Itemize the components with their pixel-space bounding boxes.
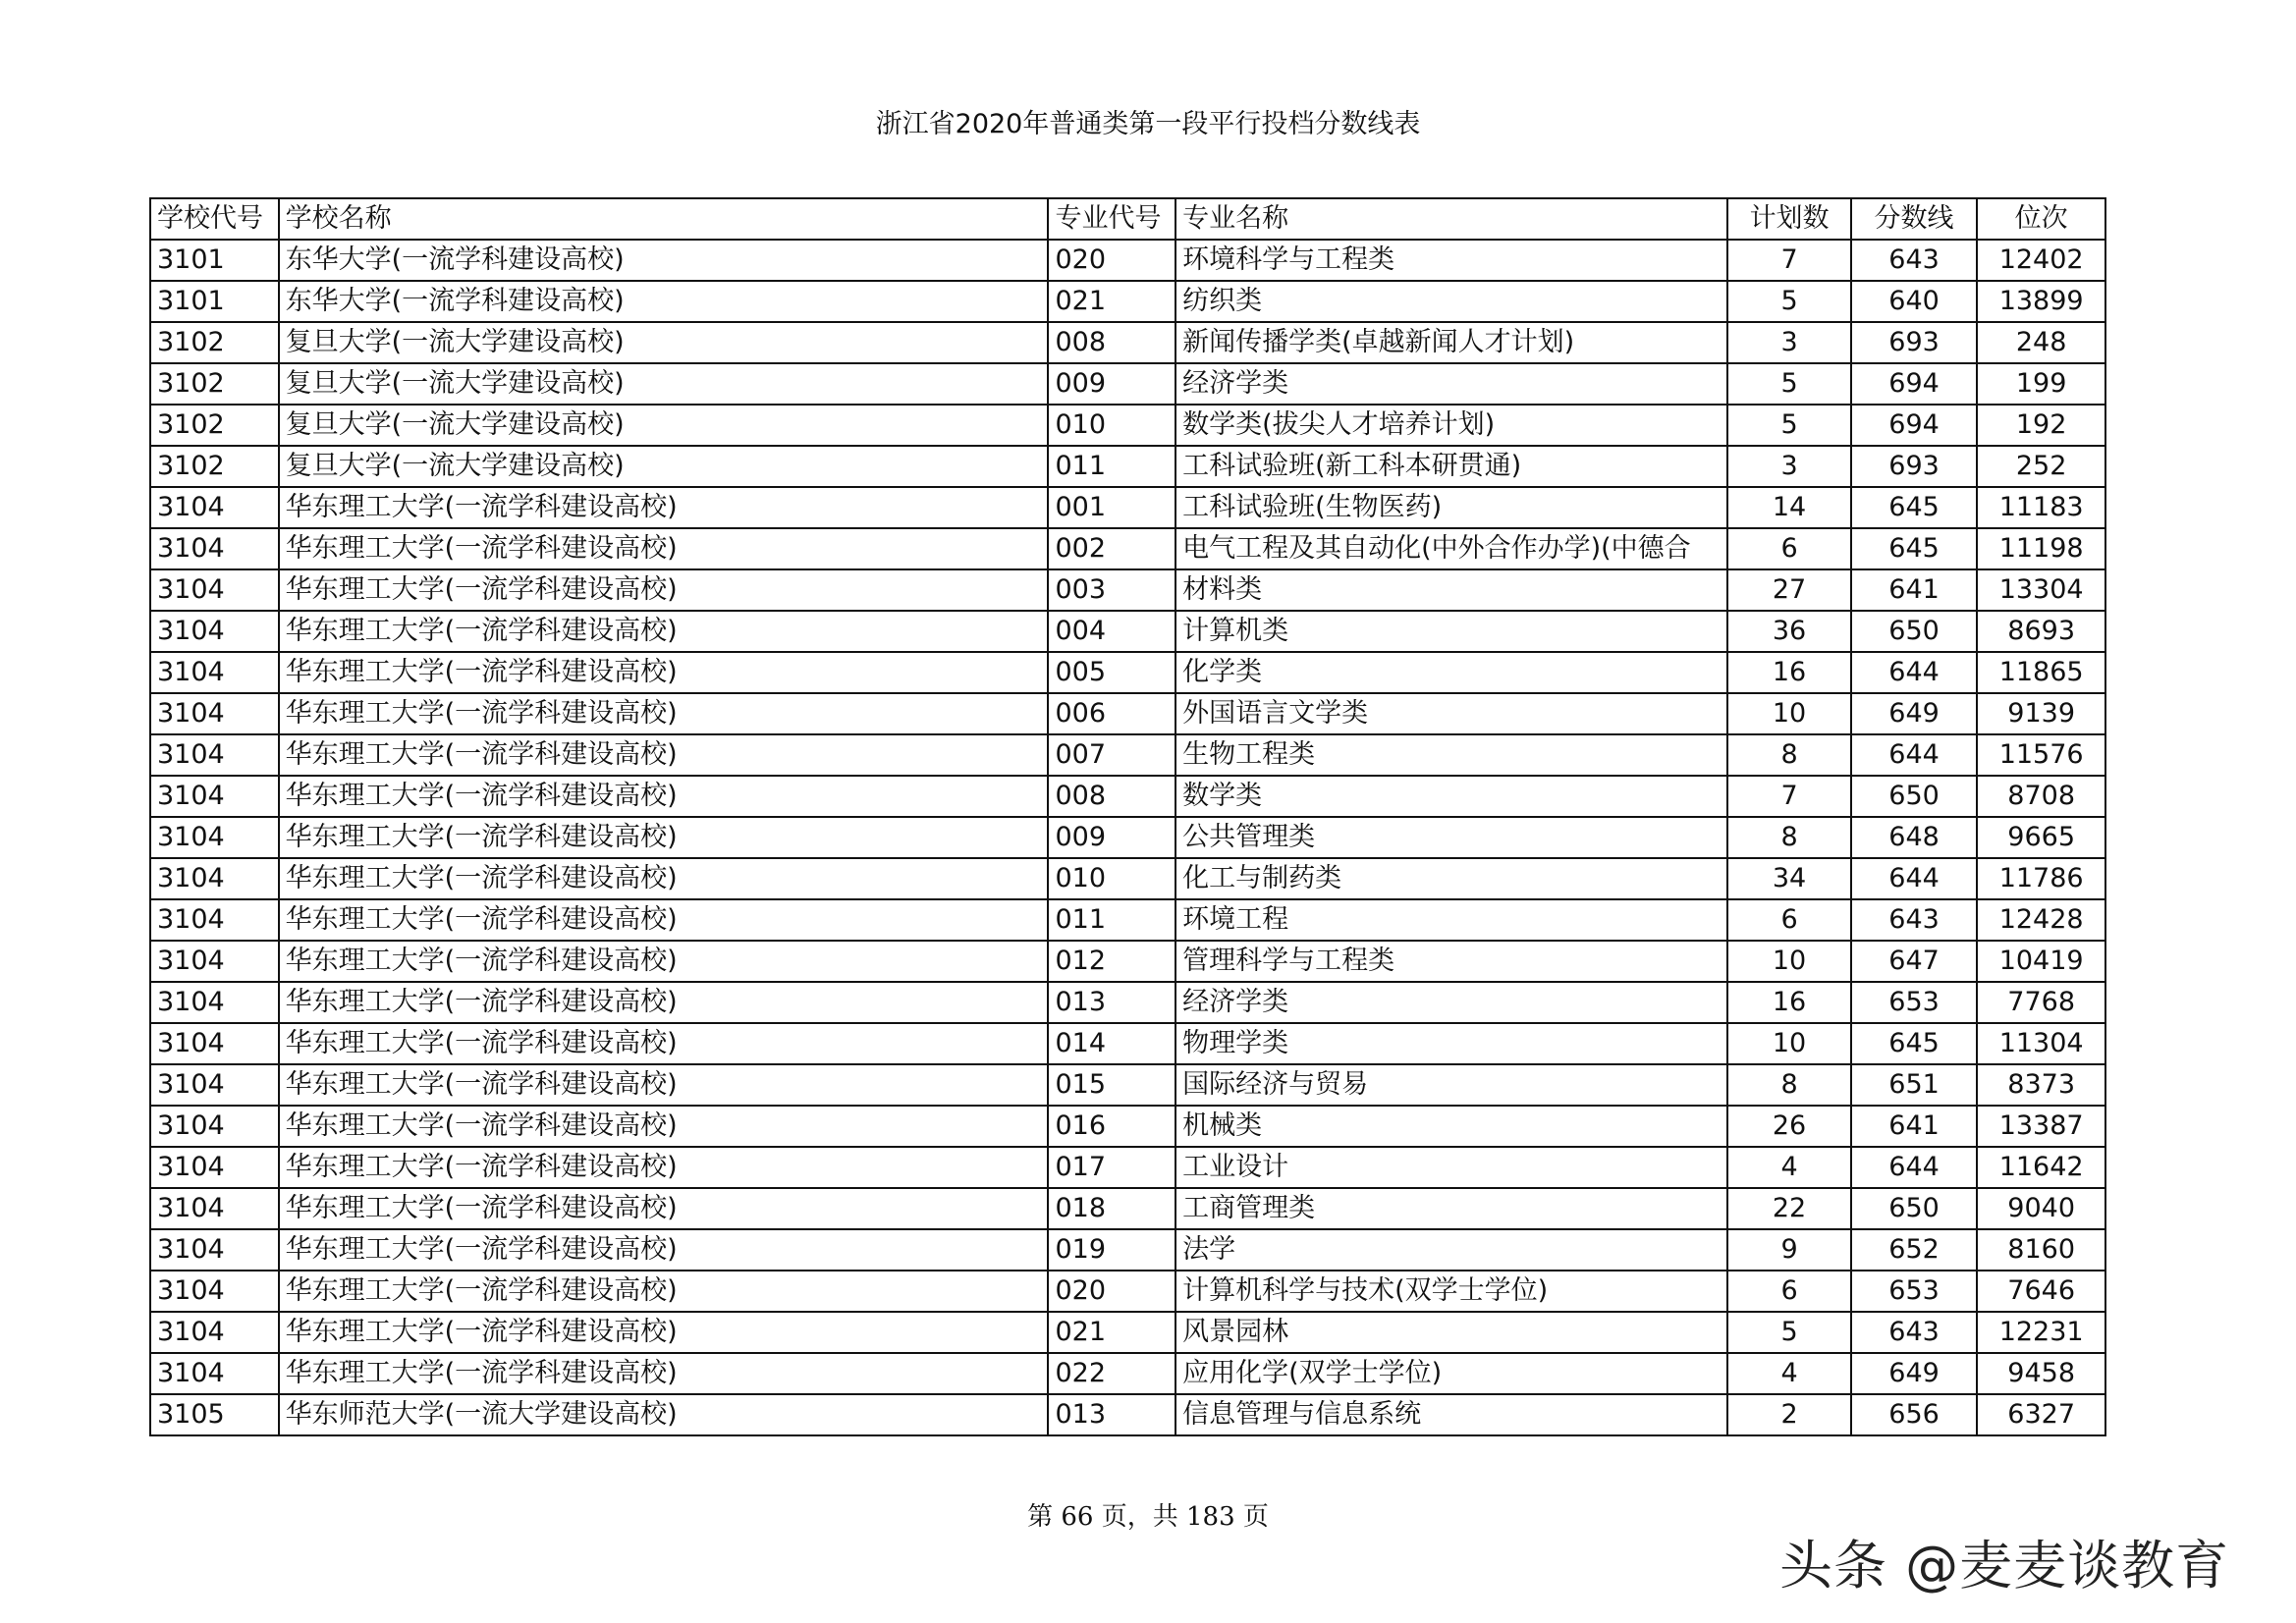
major-name-cell: 计算机类: [1175, 611, 1727, 652]
rank-cell: 13387: [1977, 1106, 2105, 1147]
rank-cell: 13899: [1977, 281, 2105, 322]
school-code-cell: 3104: [150, 858, 279, 899]
table-row: [150, 899, 2105, 941]
table-body: [150, 240, 2105, 1435]
table-row: [150, 487, 2105, 528]
rank-cell: 7768: [1977, 982, 2105, 1023]
table-row: [150, 281, 2105, 322]
rank-cell: 12428: [1977, 899, 2105, 941]
plan-count-cell: 26: [1727, 1106, 1850, 1147]
rank-cell: 9458: [1977, 1353, 2105, 1394]
score-line-cell: 648: [1851, 817, 1978, 858]
school-code-cell: 3104: [150, 899, 279, 941]
school-name-cell: 华东理工大学(一流学科建设高校): [279, 982, 1049, 1023]
school-name-cell: 华东理工大学(一流学科建设高校): [279, 1023, 1049, 1064]
table-row: [150, 858, 2105, 899]
school-code-cell: 3104: [150, 1353, 279, 1394]
major-code-cell: 009: [1048, 817, 1175, 858]
school-code-cell: 3104: [150, 528, 279, 569]
school-code-cell: 3104: [150, 941, 279, 982]
score-line-cell: 653: [1851, 982, 1978, 1023]
table-row: [150, 363, 2105, 405]
school-code-cell: 3104: [150, 1271, 279, 1312]
score-line-cell: 650: [1851, 1188, 1978, 1229]
score-line-cell: 645: [1851, 1023, 1978, 1064]
major-code-cell: 014: [1048, 1023, 1175, 1064]
major-name-cell: 经济学类: [1175, 363, 1727, 405]
plan-count-cell: 8: [1727, 734, 1850, 776]
rank-cell: 11304: [1977, 1023, 2105, 1064]
major-code-cell: 011: [1048, 899, 1175, 941]
major-name-cell: 工科试验班(新工科本研贯通): [1175, 446, 1727, 487]
page-title: 浙江省2020年普通类第一段平行投档分数线表: [875, 109, 1421, 139]
school-code-cell: 3104: [150, 1147, 279, 1188]
major-code-cell: 001: [1048, 487, 1175, 528]
score-line-cell: 644: [1851, 858, 1978, 899]
school-name-cell: 华东理工大学(一流学科建设高校): [279, 652, 1049, 693]
school-name-cell: 华东理工大学(一流学科建设高校): [279, 899, 1049, 941]
major-code-cell: 012: [1048, 941, 1175, 982]
header-rank: 位次: [1977, 198, 2105, 240]
school-name-cell: 华东理工大学(一流学科建设高校): [279, 611, 1049, 652]
plan-count-cell: 34: [1727, 858, 1850, 899]
major-name-cell: 风景园林: [1175, 1312, 1727, 1353]
header-major-name: 专业名称: [1175, 198, 1727, 240]
major-code-cell: 015: [1048, 1064, 1175, 1106]
school-code-cell: 3102: [150, 446, 279, 487]
major-code-cell: 006: [1048, 693, 1175, 734]
score-line-cell: 656: [1851, 1394, 1978, 1435]
table-row: [150, 1312, 2105, 1353]
plan-count-cell: 5: [1727, 281, 1850, 322]
score-line-cell: 644: [1851, 652, 1978, 693]
school-name-cell: 华东理工大学(一流学科建设高校): [279, 858, 1049, 899]
table-row: [150, 1271, 2105, 1312]
school-name-cell: 华东理工大学(一流学科建设高校): [279, 734, 1049, 776]
score-line-cell: 694: [1851, 363, 1978, 405]
plan-count-cell: 9: [1727, 1229, 1850, 1271]
school-code-cell: 3104: [150, 982, 279, 1023]
plan-count-cell: 3: [1727, 446, 1850, 487]
major-code-cell: 005: [1048, 652, 1175, 693]
school-code-cell: 3102: [150, 322, 279, 363]
major-name-cell: 信息管理与信息系统: [1175, 1394, 1727, 1435]
rank-cell: 11786: [1977, 858, 2105, 899]
school-name-cell: 华东理工大学(一流学科建设高校): [279, 817, 1049, 858]
rank-cell: 11198: [1977, 528, 2105, 569]
score-line-cell: 647: [1851, 941, 1978, 982]
score-line-cell: 649: [1851, 1353, 1978, 1394]
header-plan-count: 计划数: [1727, 198, 1850, 240]
score-line-cell: 643: [1851, 240, 1978, 281]
table-row: [150, 569, 2105, 611]
plan-count-cell: 8: [1727, 1064, 1850, 1106]
school-code-cell: 3101: [150, 281, 279, 322]
major-name-cell: 计算机科学与技术(双学士学位): [1175, 1271, 1727, 1312]
table-row: [150, 776, 2105, 817]
major-code-cell: 019: [1048, 1229, 1175, 1271]
plan-count-cell: 7: [1727, 776, 1850, 817]
score-line-cell: 693: [1851, 446, 1978, 487]
plan-count-cell: 36: [1727, 611, 1850, 652]
major-code-cell: 017: [1048, 1147, 1175, 1188]
score-line-cell: 650: [1851, 776, 1978, 817]
school-name-cell: 华东理工大学(一流学科建设高校): [279, 1064, 1049, 1106]
table-row: [150, 322, 2105, 363]
header-school-name: 学校名称: [279, 198, 1049, 240]
table-row: [150, 446, 2105, 487]
school-name-cell: 华东理工大学(一流学科建设高校): [279, 569, 1049, 611]
rank-cell: 11576: [1977, 734, 2105, 776]
major-code-cell: 013: [1048, 1394, 1175, 1435]
rank-cell: 6327: [1977, 1394, 2105, 1435]
plan-count-cell: 8: [1727, 817, 1850, 858]
table-row: [150, 1394, 2105, 1435]
rank-cell: 9040: [1977, 1188, 2105, 1229]
table-row: [150, 1229, 2105, 1271]
school-name-cell: 华东理工大学(一流学科建设高校): [279, 1147, 1049, 1188]
major-name-cell: 数学类: [1175, 776, 1727, 817]
major-name-cell: 环境工程: [1175, 899, 1727, 941]
rank-cell: 9665: [1977, 817, 2105, 858]
score-line-cell: 643: [1851, 1312, 1978, 1353]
major-code-cell: 021: [1048, 1312, 1175, 1353]
watermark: 头条 @麦麦谈教育: [1779, 1535, 2230, 1596]
school-name-cell: 华东理工大学(一流学科建设高校): [279, 941, 1049, 982]
plan-count-cell: 6: [1727, 1271, 1850, 1312]
school-code-cell: 3104: [150, 693, 279, 734]
header-school-code: 学校代号: [150, 198, 279, 240]
school-code-cell: 3102: [150, 363, 279, 405]
table-row: [150, 240, 2105, 281]
school-name-cell: 华东理工大学(一流学科建设高校): [279, 776, 1049, 817]
plan-count-cell: 16: [1727, 652, 1850, 693]
major-code-cell: 016: [1048, 1106, 1175, 1147]
score-line-cell: 644: [1851, 734, 1978, 776]
table-row: [150, 611, 2105, 652]
plan-count-cell: 16: [1727, 982, 1850, 1023]
table-row: [150, 1147, 2105, 1188]
major-name-cell: 管理科学与工程类: [1175, 941, 1727, 982]
score-line-cell: 644: [1851, 1147, 1978, 1188]
school-name-cell: 华东理工大学(一流学科建设高校): [279, 528, 1049, 569]
rank-cell: 11642: [1977, 1147, 2105, 1188]
major-name-cell: 生物工程类: [1175, 734, 1727, 776]
plan-count-cell: 3: [1727, 322, 1850, 363]
table-header-row: [150, 198, 2105, 240]
rank-cell: 192: [1977, 405, 2105, 446]
table-row: [150, 652, 2105, 693]
school-code-cell: 3104: [150, 611, 279, 652]
table-row: [150, 528, 2105, 569]
school-name-cell: 东华大学(一流学科建设高校): [279, 240, 1049, 281]
table-row: [150, 405, 2105, 446]
score-line-cell: 651: [1851, 1064, 1978, 1106]
school-code-cell: 3104: [150, 1312, 279, 1353]
major-name-cell: 国际经济与贸易: [1175, 1064, 1727, 1106]
school-name-cell: 华东理工大学(一流学科建设高校): [279, 1106, 1049, 1147]
major-name-cell: 环境科学与工程类: [1175, 240, 1727, 281]
major-name-cell: 化工与制药类: [1175, 858, 1727, 899]
school-code-cell: 3102: [150, 405, 279, 446]
school-code-cell: 3104: [150, 1188, 279, 1229]
plan-count-cell: 4: [1727, 1353, 1850, 1394]
rank-cell: 199: [1977, 363, 2105, 405]
school-code-cell: 3104: [150, 734, 279, 776]
table-row: [150, 1188, 2105, 1229]
major-code-cell: 010: [1048, 405, 1175, 446]
school-code-cell: 3104: [150, 1106, 279, 1147]
school-name-cell: 华东理工大学(一流学科建设高校): [279, 1353, 1049, 1394]
major-code-cell: 002: [1048, 528, 1175, 569]
major-name-cell: 数学类(拔尖人才培养计划): [1175, 405, 1727, 446]
rank-cell: 8373: [1977, 1064, 2105, 1106]
score-line-cell: 643: [1851, 899, 1978, 941]
major-name-cell: 材料类: [1175, 569, 1727, 611]
school-name-cell: 复旦大学(一流大学建设高校): [279, 446, 1049, 487]
school-name-cell: 华东理工大学(一流学科建设高校): [279, 1271, 1049, 1312]
header-score-line: 分数线: [1851, 198, 1978, 240]
table-row: [150, 1023, 2105, 1064]
plan-count-cell: 10: [1727, 693, 1850, 734]
plan-count-cell: 5: [1727, 363, 1850, 405]
major-code-cell: 008: [1048, 776, 1175, 817]
header-major-code: 专业代号: [1048, 198, 1175, 240]
school-code-cell: 3104: [150, 776, 279, 817]
score-line-cell: 652: [1851, 1229, 1978, 1271]
rank-cell: 252: [1977, 446, 2105, 487]
school-name-cell: 复旦大学(一流大学建设高校): [279, 405, 1049, 446]
rank-cell: 248: [1977, 322, 2105, 363]
rank-cell: 8693: [1977, 611, 2105, 652]
plan-count-cell: 22: [1727, 1188, 1850, 1229]
rank-cell: 12402: [1977, 240, 2105, 281]
major-code-cell: 011: [1048, 446, 1175, 487]
major-code-cell: 020: [1048, 240, 1175, 281]
plan-count-cell: 6: [1727, 899, 1850, 941]
score-line-cell: 641: [1851, 569, 1978, 611]
school-name-cell: 华东师范大学(一流大学建设高校): [279, 1394, 1049, 1435]
table-row: [150, 1353, 2105, 1394]
school-code-cell: 3104: [150, 1023, 279, 1064]
rank-cell: 9139: [1977, 693, 2105, 734]
school-code-cell: 3105: [150, 1394, 279, 1435]
plan-count-cell: 5: [1727, 405, 1850, 446]
school-code-cell: 3104: [150, 569, 279, 611]
score-line-cell: 641: [1851, 1106, 1978, 1147]
major-code-cell: 013: [1048, 982, 1175, 1023]
plan-count-cell: 27: [1727, 569, 1850, 611]
plan-count-cell: 4: [1727, 1147, 1850, 1188]
rank-cell: 8160: [1977, 1229, 2105, 1271]
rank-cell: 11183: [1977, 487, 2105, 528]
major-name-cell: 物理学类: [1175, 1023, 1727, 1064]
school-code-cell: 3104: [150, 1064, 279, 1106]
rank-cell: 13304: [1977, 569, 2105, 611]
school-name-cell: 华东理工大学(一流学科建设高校): [279, 693, 1049, 734]
plan-count-cell: 14: [1727, 487, 1850, 528]
table-row: [150, 941, 2105, 982]
school-name-cell: 华东理工大学(一流学科建设高校): [279, 1229, 1049, 1271]
major-name-cell: 工科试验班(生物医药): [1175, 487, 1727, 528]
school-name-cell: 复旦大学(一流大学建设高校): [279, 322, 1049, 363]
major-name-cell: 外国语言文学类: [1175, 693, 1727, 734]
school-name-cell: 华东理工大学(一流学科建设高校): [279, 1188, 1049, 1229]
score-line-cell: 640: [1851, 281, 1978, 322]
plan-count-cell: 10: [1727, 941, 1850, 982]
school-code-cell: 3104: [150, 817, 279, 858]
plan-count-cell: 2: [1727, 1394, 1850, 1435]
major-code-cell: 022: [1048, 1353, 1175, 1394]
score-line-cell: 649: [1851, 693, 1978, 734]
major-name-cell: 化学类: [1175, 652, 1727, 693]
major-name-cell: 工业设计: [1175, 1147, 1727, 1188]
school-name-cell: 华东理工大学(一流学科建设高校): [279, 487, 1049, 528]
score-line-cell: 645: [1851, 528, 1978, 569]
school-name-cell: 复旦大学(一流大学建设高校): [279, 363, 1049, 405]
rank-cell: 8708: [1977, 776, 2105, 817]
major-name-cell: 公共管理类: [1175, 817, 1727, 858]
major-code-cell: 021: [1048, 281, 1175, 322]
score-table: [149, 197, 2106, 1436]
major-code-cell: 004: [1048, 611, 1175, 652]
major-name-cell: 法学: [1175, 1229, 1727, 1271]
page-number: 第 66 页，共 183 页: [1027, 1502, 1269, 1532]
score-line-cell: 693: [1851, 322, 1978, 363]
score-line-cell: 645: [1851, 487, 1978, 528]
table-row: [150, 982, 2105, 1023]
major-code-cell: 009: [1048, 363, 1175, 405]
major-code-cell: 007: [1048, 734, 1175, 776]
major-name-cell: 经济学类: [1175, 982, 1727, 1023]
major-name-cell: 机械类: [1175, 1106, 1727, 1147]
score-line-cell: 650: [1851, 611, 1978, 652]
major-name-cell: 应用化学(双学士学位): [1175, 1353, 1727, 1394]
major-code-cell: 008: [1048, 322, 1175, 363]
plan-count-cell: 10: [1727, 1023, 1850, 1064]
rank-cell: 10419: [1977, 941, 2105, 982]
major-code-cell: 003: [1048, 569, 1175, 611]
table-row: [150, 734, 2105, 776]
major-name-cell: 新闻传播学类(卓越新闻人才计划): [1175, 322, 1727, 363]
school-code-cell: 3104: [150, 652, 279, 693]
plan-count-cell: 5: [1727, 1312, 1850, 1353]
rank-cell: 11865: [1977, 652, 2105, 693]
school-code-cell: 3104: [150, 487, 279, 528]
major-code-cell: 018: [1048, 1188, 1175, 1229]
major-name-cell: 工商管理类: [1175, 1188, 1727, 1229]
school-code-cell: 3104: [150, 1229, 279, 1271]
school-name-cell: 华东理工大学(一流学科建设高校): [279, 1312, 1049, 1353]
major-code-cell: 010: [1048, 858, 1175, 899]
score-line-cell: 653: [1851, 1271, 1978, 1312]
plan-count-cell: 6: [1727, 528, 1850, 569]
table-row: [150, 1064, 2105, 1106]
major-name-cell: 电气工程及其自动化(中外合作办学)(中德合: [1175, 528, 1727, 569]
rank-cell: 7646: [1977, 1271, 2105, 1312]
table-row: [150, 693, 2105, 734]
major-code-cell: 020: [1048, 1271, 1175, 1312]
plan-count-cell: 7: [1727, 240, 1850, 281]
rank-cell: 12231: [1977, 1312, 2105, 1353]
table-row: [150, 817, 2105, 858]
school-code-cell: 3101: [150, 240, 279, 281]
major-name-cell: 纺织类: [1175, 281, 1727, 322]
score-line-cell: 694: [1851, 405, 1978, 446]
table-row: [150, 1106, 2105, 1147]
school-name-cell: 东华大学(一流学科建设高校): [279, 281, 1049, 322]
